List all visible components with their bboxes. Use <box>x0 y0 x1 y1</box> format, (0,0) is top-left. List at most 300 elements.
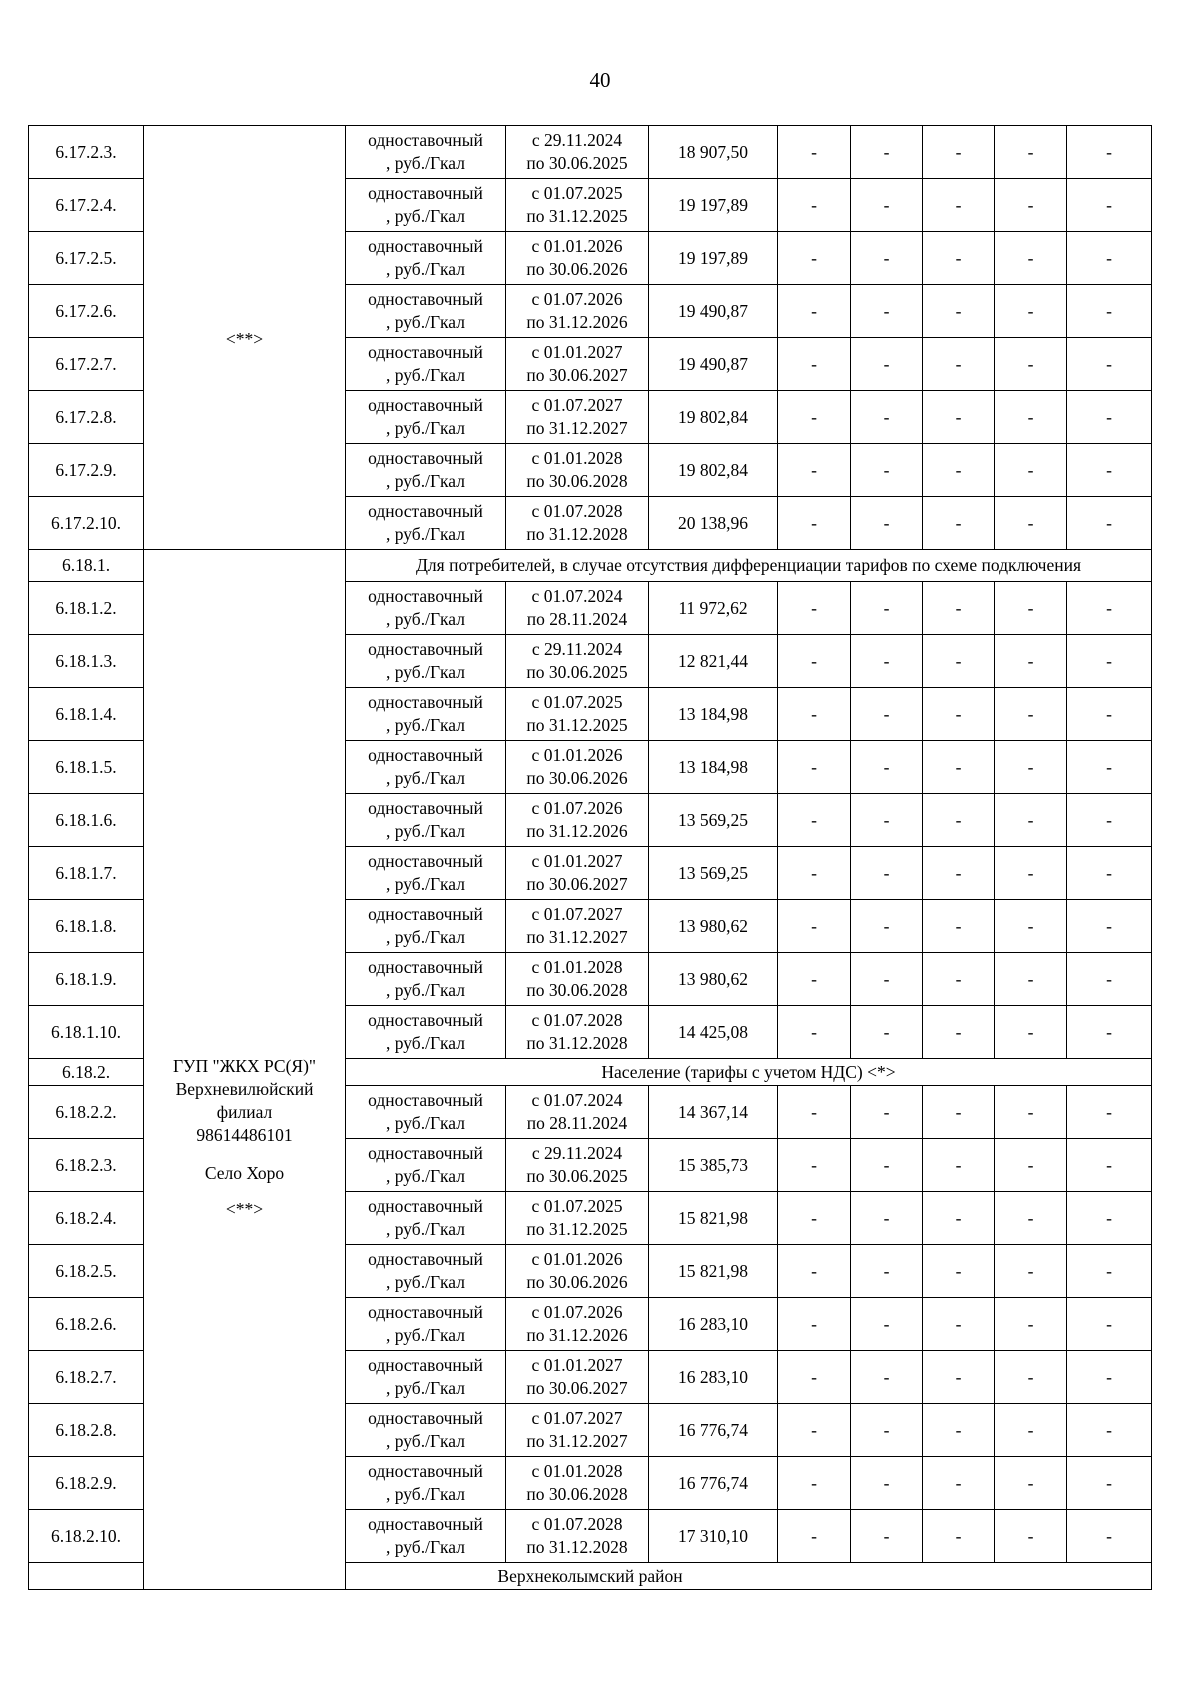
tariff-table-body <box>29 126 1152 1590</box>
tariff-type-unit: , руб./Гкал <box>386 524 465 544</box>
tariff-type-unit: , руб./Гкал <box>386 1166 465 1186</box>
organization-name: ГУП "ЖКХ РС(Я)" <box>172 1056 317 1076</box>
empty-cell: - <box>1067 953 1152 1006</box>
empty-cell: - <box>1067 126 1152 179</box>
empty-cell: - <box>1067 444 1152 497</box>
empty-cell: - <box>923 1245 995 1298</box>
tariff-type-name: одноставочный <box>368 130 483 150</box>
organization-note: <**> <box>225 1199 264 1219</box>
tariff-type <box>346 126 506 179</box>
empty-cell: - <box>1067 741 1152 794</box>
period-from: с 01.07.2026 <box>531 798 623 818</box>
organization-branch-word: филиал <box>216 1102 273 1122</box>
tariff-type-name: одноставочный <box>368 395 483 415</box>
tariff-type-name: одноставочный <box>368 183 483 203</box>
empty-cell: - <box>1067 497 1152 550</box>
empty-cell: - <box>1067 847 1152 900</box>
empty-cell: - <box>923 1457 995 1510</box>
tariff-type-unit: , руб./Гкал <box>386 662 465 682</box>
period-from: с 01.07.2028 <box>531 1514 623 1534</box>
district-row <box>29 1563 1152 1590</box>
tariff-type <box>346 688 506 741</box>
empty-cell: - <box>851 338 923 391</box>
tariff-value: 14 425,08 <box>649 1006 778 1059</box>
tariff-value: 16 776,74 <box>649 1457 778 1510</box>
row-number: 6.18.1.3. <box>29 635 144 688</box>
period-from: с 01.01.2026 <box>531 745 623 765</box>
row-number: 6.18.1.2. <box>29 582 144 635</box>
organization-cell <box>144 550 346 1590</box>
empty-cell: - <box>995 741 1067 794</box>
page-number: 40 <box>589 68 611 92</box>
tariff-type-name: одноставочный <box>368 957 483 977</box>
tariff-type-name: одноставочный <box>368 1355 483 1375</box>
period <box>506 953 649 1006</box>
tariff-value: 19 802,84 <box>649 444 778 497</box>
tariff-type-name: одноставочный <box>368 1302 483 1322</box>
tariff-type-unit: , руб./Гкал <box>386 1484 465 1504</box>
row-number: 6.18.1.10. <box>29 1006 144 1059</box>
tariff-type-unit: , руб./Гкал <box>386 1272 465 1292</box>
table-row <box>29 126 1152 179</box>
section-number: 6.18.1. <box>29 550 144 582</box>
empty-cell: - <box>778 794 851 847</box>
period <box>506 1510 649 1563</box>
empty-cell: - <box>1067 1351 1152 1404</box>
tariff-type-name: одноставочный <box>368 851 483 871</box>
tariff-value: 14 367,14 <box>649 1086 778 1139</box>
period <box>506 1192 649 1245</box>
period <box>506 1086 649 1139</box>
tariff-value: 19 802,84 <box>649 391 778 444</box>
tariff-type-unit: , руб./Гкал <box>386 821 465 841</box>
empty-cell: - <box>851 1457 923 1510</box>
empty-cell: - <box>923 444 995 497</box>
tariff-value: 13 184,98 <box>649 741 778 794</box>
empty-cell: - <box>995 900 1067 953</box>
tariff-table <box>28 125 1152 1590</box>
period-to: по 30.06.2027 <box>526 365 628 385</box>
period-to: по 31.12.2026 <box>526 312 628 332</box>
tariff-type-unit: , руб./Гкал <box>386 1431 465 1451</box>
row-number: 6.18.2.7. <box>29 1351 144 1404</box>
period <box>506 582 649 635</box>
empty-cell: - <box>851 1351 923 1404</box>
period-to: по 31.12.2027 <box>526 927 628 947</box>
tariff-type <box>346 1245 506 1298</box>
empty-cell: - <box>923 1510 995 1563</box>
empty-cell: - <box>995 285 1067 338</box>
tariff-type-unit: , руб./Гкал <box>386 1537 465 1557</box>
tariff-type-name: одноставочный <box>368 342 483 362</box>
row-number: 6.17.2.3. <box>29 126 144 179</box>
row-number: 6.18.1.6. <box>29 794 144 847</box>
tariff-value: 20 138,96 <box>649 497 778 550</box>
tariff-type-name: одноставочный <box>368 745 483 765</box>
tariff-value: 19 197,89 <box>649 232 778 285</box>
period-from: с 01.07.2025 <box>531 183 623 203</box>
row-number: 6.17.2.9. <box>29 444 144 497</box>
empty-cell: - <box>995 1086 1067 1139</box>
row-number: 6.18.1.5. <box>29 741 144 794</box>
period-from: с 01.07.2028 <box>531 501 623 521</box>
empty-cell: - <box>995 232 1067 285</box>
empty-cell: - <box>923 1006 995 1059</box>
tariff-type-name: одноставочный <box>368 1461 483 1481</box>
tariff-type-name: одноставочный <box>368 586 483 606</box>
period-from: с 01.07.2025 <box>531 1196 623 1216</box>
empty-cell: - <box>923 953 995 1006</box>
tariff-type <box>346 179 506 232</box>
empty-cell: - <box>1067 1510 1152 1563</box>
row-number: 6.18.1.4. <box>29 688 144 741</box>
period-to: по 30.06.2025 <box>526 1166 628 1186</box>
tariff-value: 16 776,74 <box>649 1404 778 1457</box>
empty-cell: - <box>1067 338 1152 391</box>
organization-info <box>144 1055 345 1221</box>
row-number: 6.17.2.6. <box>29 285 144 338</box>
tariff-value: 13 980,62 <box>649 900 778 953</box>
empty-cell: - <box>1067 179 1152 232</box>
empty-cell: - <box>923 582 995 635</box>
empty-cell: - <box>923 1192 995 1245</box>
row-number: 6.18.2.8. <box>29 1404 144 1457</box>
empty-cell: - <box>778 847 851 900</box>
empty-cell: - <box>1067 1298 1152 1351</box>
organization-inn: 98614486101 <box>196 1125 293 1145</box>
period <box>506 179 649 232</box>
tariff-type-name: одноставочный <box>368 1196 483 1216</box>
empty-cell: - <box>851 1086 923 1139</box>
tariff-value: 11 972,62 <box>649 582 778 635</box>
empty-cell: - <box>851 794 923 847</box>
empty-cell: - <box>851 1245 923 1298</box>
organization-note: <**> <box>225 329 264 349</box>
empty-cell: - <box>995 582 1067 635</box>
tariff-type-unit: , руб./Гкал <box>386 1378 465 1398</box>
tariff-type-unit: , руб./Гкал <box>386 1113 465 1133</box>
district-title: Верхнеколымский район <box>29 1563 1152 1590</box>
empty-cell: - <box>995 1139 1067 1192</box>
tariff-type-name: одноставочный <box>368 1010 483 1030</box>
tariff-type <box>346 582 506 635</box>
period-from: с 01.07.2027 <box>531 1408 623 1428</box>
empty-cell: - <box>995 126 1067 179</box>
empty-cell: - <box>923 1139 995 1192</box>
period-from: с 01.01.2027 <box>531 342 623 362</box>
empty-cell: - <box>923 338 995 391</box>
empty-cell: - <box>1067 1139 1152 1192</box>
empty-cell: - <box>1067 1404 1152 1457</box>
tariff-type-name: одноставочный <box>368 1090 483 1110</box>
row-number: 6.18.2.9. <box>29 1457 144 1510</box>
period-to: по 31.12.2025 <box>526 206 628 226</box>
empty-cell: - <box>778 1006 851 1059</box>
tariff-type-unit: , руб./Гкал <box>386 980 465 1000</box>
tariff-type-unit: , руб./Гкал <box>386 312 465 332</box>
empty-cell: - <box>923 635 995 688</box>
empty-cell: - <box>851 741 923 794</box>
tariff-type-name: одноставочный <box>368 692 483 712</box>
empty-cell: - <box>1067 232 1152 285</box>
tariff-value: 13 569,25 <box>649 794 778 847</box>
tariff-type <box>346 1298 506 1351</box>
empty-cell: - <box>995 1245 1067 1298</box>
empty-cell: - <box>778 635 851 688</box>
empty-cell: - <box>778 444 851 497</box>
empty-cell: - <box>851 1298 923 1351</box>
empty-cell: - <box>995 444 1067 497</box>
empty-cell: - <box>923 497 995 550</box>
empty-cell: - <box>923 900 995 953</box>
tariff-type-unit: , руб./Гкал <box>386 768 465 788</box>
period-from: с 01.07.2024 <box>531 586 623 606</box>
empty-cell: - <box>851 635 923 688</box>
tariff-type-unit: , руб./Гкал <box>386 206 465 226</box>
period <box>506 900 649 953</box>
empty-cell: - <box>778 1457 851 1510</box>
empty-cell: - <box>851 900 923 953</box>
empty-cell: - <box>851 1006 923 1059</box>
tariff-value: 13 184,98 <box>649 688 778 741</box>
empty-cell: - <box>1067 582 1152 635</box>
empty-cell: - <box>995 179 1067 232</box>
period-to: по 28.11.2024 <box>526 1113 628 1133</box>
tariff-value: 16 283,10 <box>649 1298 778 1351</box>
empty-cell: - <box>923 285 995 338</box>
empty-cell: - <box>995 847 1067 900</box>
empty-cell: - <box>1067 794 1152 847</box>
empty-cell: - <box>1067 900 1152 953</box>
empty-cell: - <box>995 688 1067 741</box>
empty-cell: - <box>851 126 923 179</box>
period-to: по 31.12.2025 <box>526 715 628 735</box>
empty-cell: - <box>778 232 851 285</box>
tariff-value: 13 980,62 <box>649 953 778 1006</box>
period <box>506 497 649 550</box>
tariff-value: 13 569,25 <box>649 847 778 900</box>
period <box>506 1404 649 1457</box>
period-from: с 01.07.2028 <box>531 1010 623 1030</box>
period <box>506 741 649 794</box>
empty-cell: - <box>851 1404 923 1457</box>
tariff-type <box>346 444 506 497</box>
tariff-type-unit: , руб./Гкал <box>386 874 465 894</box>
period-to: по 31.12.2027 <box>526 418 628 438</box>
period-to: по 30.06.2026 <box>526 259 628 279</box>
tariff-type <box>346 1510 506 1563</box>
empty-cell: - <box>1067 1086 1152 1139</box>
period-to: по 30.06.2028 <box>526 980 628 1000</box>
empty-cell: - <box>778 1404 851 1457</box>
tariff-type-name: одноставочный <box>368 798 483 818</box>
tariff-type-unit: , руб./Гкал <box>386 471 465 491</box>
period <box>506 1457 649 1510</box>
section-title: Население (тарифы с учетом НДС) <*> <box>346 1059 1152 1086</box>
tariff-type-name: одноставочный <box>368 1514 483 1534</box>
period-to: по 31.12.2027 <box>526 1431 628 1451</box>
period-to: по 31.12.2028 <box>526 524 628 544</box>
row-number: 6.17.2.5. <box>29 232 144 285</box>
empty-cell: - <box>923 1298 995 1351</box>
period <box>506 338 649 391</box>
empty-cell: - <box>1067 285 1152 338</box>
empty-cell: - <box>778 497 851 550</box>
row-number: 6.18.1.7. <box>29 847 144 900</box>
period <box>506 285 649 338</box>
tariff-type <box>346 391 506 444</box>
empty-cell: - <box>923 794 995 847</box>
period-from: с 01.01.2026 <box>531 236 623 256</box>
tariff-value: 19 197,89 <box>649 179 778 232</box>
tariff-value: 19 490,87 <box>649 285 778 338</box>
empty-cell: - <box>995 1298 1067 1351</box>
period <box>506 1298 649 1351</box>
period-to: по 28.11.2024 <box>526 609 628 629</box>
empty-cell: - <box>778 1139 851 1192</box>
row-number: 6.17.2.10. <box>29 497 144 550</box>
empty-cell: - <box>1067 635 1152 688</box>
empty-cell: - <box>851 847 923 900</box>
period <box>506 1139 649 1192</box>
period-from: с 29.11.2024 <box>531 1143 623 1163</box>
tariff-type-name: одноставочный <box>368 1408 483 1428</box>
empty-cell: - <box>995 1404 1067 1457</box>
empty-cell: - <box>1067 1245 1152 1298</box>
tariff-value: 16 283,10 <box>649 1351 778 1404</box>
tariff-type-unit: , руб./Гкал <box>386 418 465 438</box>
empty-cell: - <box>778 391 851 444</box>
empty-cell: - <box>923 1086 995 1139</box>
tariff-value: 19 490,87 <box>649 338 778 391</box>
section-row <box>29 550 1152 582</box>
period-to: по 30.06.2028 <box>526 1484 628 1504</box>
period-to: по 31.12.2028 <box>526 1033 628 1053</box>
tariff-value: 15 821,98 <box>649 1192 778 1245</box>
tariff-type-name: одноставочный <box>368 501 483 521</box>
period-from: с 29.11.2024 <box>531 639 623 659</box>
empty-cell: - <box>923 688 995 741</box>
organization-cell <box>144 126 346 550</box>
empty-cell: - <box>778 1510 851 1563</box>
empty-cell: - <box>1067 1192 1152 1245</box>
period-to: по 30.06.2025 <box>526 662 628 682</box>
empty-cell: - <box>851 688 923 741</box>
empty-cell: - <box>778 285 851 338</box>
empty-cell: - <box>923 1351 995 1404</box>
period-from: с 01.01.2028 <box>531 448 623 468</box>
empty-cell: - <box>778 179 851 232</box>
empty-cell: - <box>923 847 995 900</box>
tariff-value: 18 907,50 <box>649 126 778 179</box>
period-from: с 01.07.2026 <box>531 289 623 309</box>
empty-cell: - <box>995 1006 1067 1059</box>
period-to: по 30.06.2026 <box>526 768 628 788</box>
row-number: 6.18.1.8. <box>29 900 144 953</box>
tariff-type-unit: , руб./Гкал <box>386 715 465 735</box>
tariff-type-unit: , руб./Гкал <box>386 1033 465 1053</box>
row-number: 6.18.1.9. <box>29 953 144 1006</box>
empty-cell: - <box>995 338 1067 391</box>
empty-cell: - <box>995 794 1067 847</box>
empty-cell: - <box>923 391 995 444</box>
period-to: по 31.12.2028 <box>526 1537 628 1557</box>
period-to: по 31.12.2025 <box>526 1219 628 1239</box>
tariff-type-unit: , руб./Гкал <box>386 927 465 947</box>
period <box>506 1006 649 1059</box>
section-number: 6.18.2. <box>29 1059 144 1086</box>
tariff-type <box>346 1139 506 1192</box>
period <box>506 232 649 285</box>
tariff-type <box>346 1006 506 1059</box>
period-to: по 30.06.2026 <box>526 1272 628 1292</box>
tariff-type-name: одноставочный <box>368 1249 483 1269</box>
period <box>506 688 649 741</box>
period-from: с 01.07.2027 <box>531 395 623 415</box>
tariff-type-name: одноставочный <box>368 1143 483 1163</box>
tariff-type <box>346 1192 506 1245</box>
period <box>506 1245 649 1298</box>
period-from: с 01.01.2027 <box>531 851 623 871</box>
period <box>506 126 649 179</box>
period-from: с 01.07.2026 <box>531 1302 623 1322</box>
tariff-type <box>346 953 506 1006</box>
empty-cell: - <box>778 1086 851 1139</box>
empty-cell: - <box>778 338 851 391</box>
tariff-type-name: одноставочный <box>368 236 483 256</box>
row-number: 6.18.2.6. <box>29 1298 144 1351</box>
tariff-type-name: одноставочный <box>368 448 483 468</box>
empty-cell: - <box>995 391 1067 444</box>
tariff-type <box>346 1404 506 1457</box>
period-from: с 01.07.2027 <box>531 904 623 924</box>
period-from: с 01.01.2028 <box>531 1461 623 1481</box>
tariff-type <box>346 338 506 391</box>
tariff-type-unit: , руб./Гкал <box>386 153 465 173</box>
row-number: 6.18.2.2. <box>29 1086 144 1139</box>
tariff-type-name: одноставочный <box>368 904 483 924</box>
tariff-type-unit: , руб./Гкал <box>386 609 465 629</box>
tariff-type <box>346 285 506 338</box>
tariff-type-unit: , руб./Гкал <box>386 1325 465 1345</box>
tariff-type <box>346 497 506 550</box>
period-to: по 30.06.2027 <box>526 1378 628 1398</box>
tariff-type-name: одноставочный <box>368 639 483 659</box>
empty-cell: - <box>923 1404 995 1457</box>
empty-cell: - <box>995 1192 1067 1245</box>
period-from: с 01.07.2024 <box>531 1090 623 1110</box>
empty-cell: - <box>851 444 923 497</box>
tariff-type <box>346 1457 506 1510</box>
period <box>506 444 649 497</box>
period-to: по 30.06.2027 <box>526 874 628 894</box>
empty-cell: - <box>851 1510 923 1563</box>
row-number: 6.18.2.5. <box>29 1245 144 1298</box>
period-from: с 01.07.2025 <box>531 692 623 712</box>
empty-cell: - <box>851 232 923 285</box>
tariff-type <box>346 1086 506 1139</box>
period <box>506 794 649 847</box>
empty-cell: - <box>995 635 1067 688</box>
period <box>506 1351 649 1404</box>
period-from: с 01.01.2026 <box>531 1249 623 1269</box>
tariff-type <box>346 900 506 953</box>
tariff-type-unit: , руб./Гкал <box>386 365 465 385</box>
empty-cell: - <box>851 1192 923 1245</box>
empty-cell: - <box>995 1457 1067 1510</box>
tariff-value: 12 821,44 <box>649 635 778 688</box>
period-from: с 29.11.2024 <box>531 130 623 150</box>
